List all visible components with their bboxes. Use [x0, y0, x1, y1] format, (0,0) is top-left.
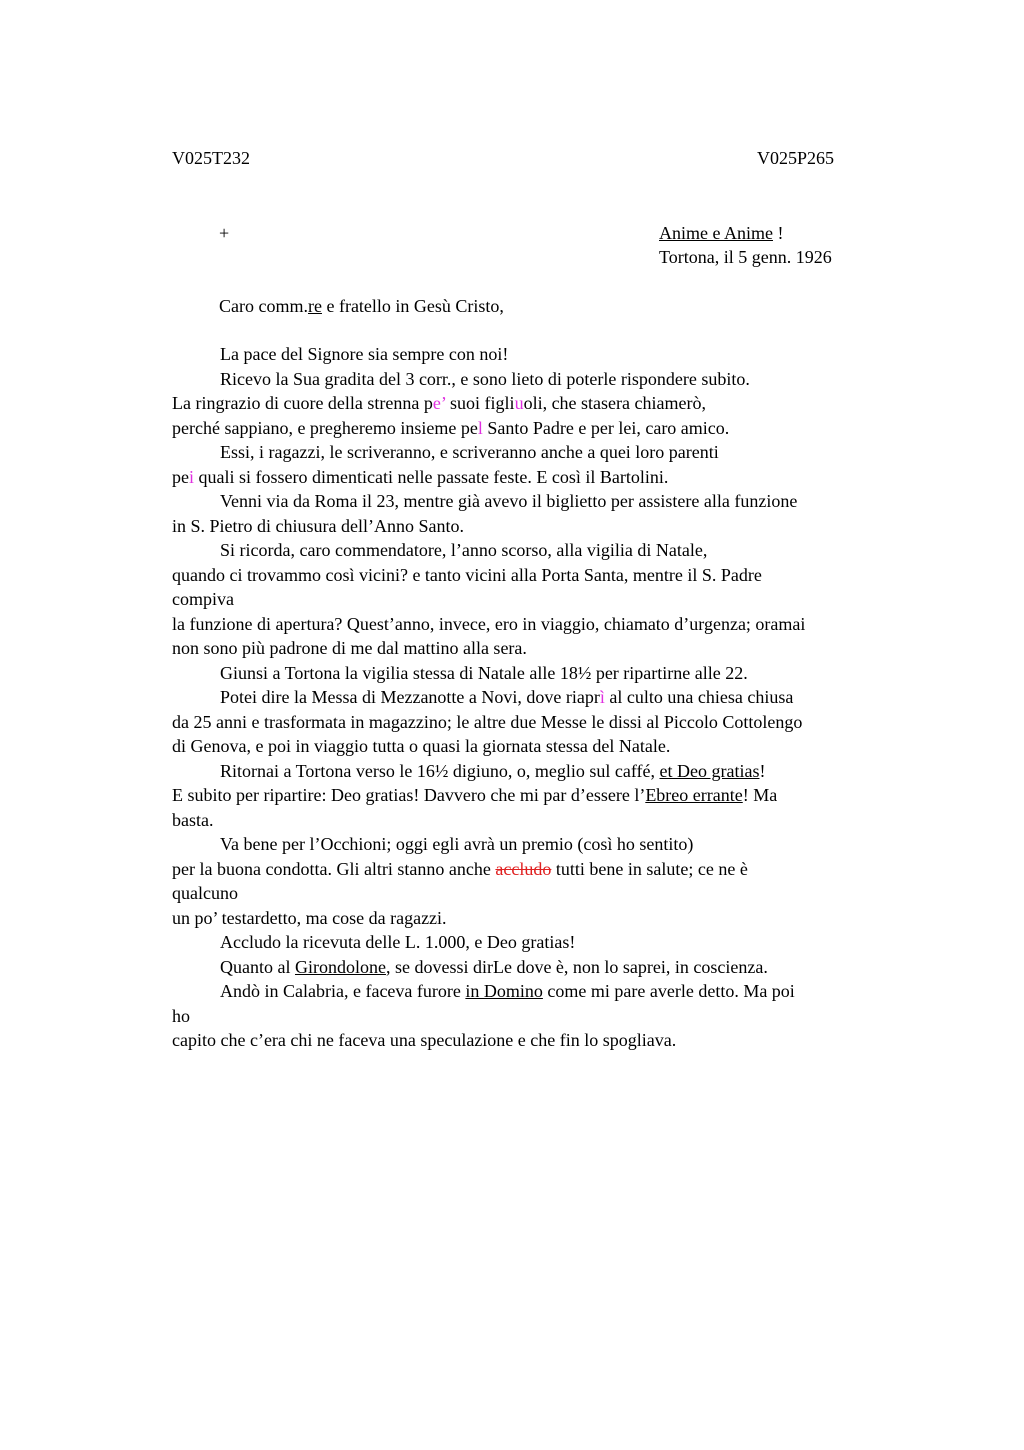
- document-code-right: V025P265: [757, 148, 835, 168]
- letter-heading-title: [659, 221, 783, 246]
- letter-line-segment: non sono più padrone di me dal mattino alla sera.: [172, 638, 527, 658]
- letter-line-segment: Essi, i ragazzi, le scriveranno, e scriveranno anche a quei loro parenti: [220, 442, 719, 462]
- letter-line: [172, 1028, 912, 1053]
- letter-line-segment: oli, che stasera chiamerò,: [523, 393, 706, 413]
- letter-line-segment: Venni via da Roma il 23, mentre già avevo il biglietto per assistere alla funzione: [220, 491, 798, 511]
- letter-line-segment: Ebreo errante: [645, 785, 743, 805]
- letter-line-segment: perché sappiano, e pregheremo insieme pe: [172, 417, 478, 438]
- letter-line-segment: un po’ testardetto, ma cose da ragazzi.: [172, 907, 447, 928]
- letter-line-segment: Girondolone: [294, 956, 386, 977]
- letter-line-segment: La pace del Signore sia sempre con noi!: [220, 344, 509, 364]
- letter-body: [172, 342, 912, 1053]
- letter-line-segment: ! Ma: [742, 785, 778, 805]
- letter-line-segment: Quanto al: [220, 956, 295, 977]
- letter-line: [172, 587, 912, 612]
- letter-line: [172, 489, 912, 514]
- salutation-pre: Caro comm.: [219, 296, 308, 316]
- letter-line-segment: La ringrazio di cuore della strenna p: [172, 393, 433, 413]
- letter-line-segment: suoi figli: [445, 393, 515, 413]
- letter-line-segment: di Genova, e poi in viaggio tutta o quasi la giornata stessa del Natale.: [172, 736, 671, 756]
- letter-line-segment: basta.: [172, 809, 214, 830]
- letter-line-segment: al culto una chiesa chiusa: [604, 687, 794, 707]
- letter-line: [172, 636, 912, 661]
- letter-line-segment: la funzione di apertura? Quest’anno, invece, ero in viaggio, chiamato d’urgenza; oramai: [172, 613, 806, 634]
- salutation-post: e fratello in Gesù Cristo,: [321, 296, 504, 316]
- letter-line: [172, 342, 912, 367]
- letter-line: [172, 955, 912, 980]
- salutation-abbrev: re: [307, 296, 322, 316]
- letter-line-segment: e’: [432, 393, 446, 413]
- letter-line: [172, 440, 912, 465]
- letter-line-segment: per la buona condotta. Gli altri stanno anche: [172, 858, 496, 879]
- letter-line-segment: Ritornai a Tortona verso le 16½ digiuno, o, meglio sul caffé,: [220, 760, 660, 781]
- letter-line: [172, 538, 912, 563]
- letter-line-segment: quali si fossero dimenticati nelle passate feste. E così il Bartolini.: [194, 466, 669, 487]
- letter-line: [172, 979, 912, 1004]
- letter-line-segment: in S. Pietro di chiusura dell’Anno Santo.: [172, 515, 464, 536]
- letter-line-segment: l: [477, 417, 483, 438]
- letter-line: [172, 416, 912, 441]
- heading-title-exclamation: !: [772, 223, 784, 243]
- letter-line-segment: pe: [172, 466, 189, 487]
- letter-line: [172, 759, 912, 784]
- letter-line: [172, 1004, 912, 1029]
- place-and-date: Tortona, il 5 genn. 1926: [659, 247, 832, 267]
- letter-line: [172, 514, 912, 539]
- letter-line-segment: ho: [172, 1005, 190, 1026]
- letter-line: [172, 832, 912, 857]
- letter-line: [172, 734, 912, 759]
- letter-line-segment: tutti bene in salute; ce ne è: [551, 858, 748, 879]
- letter-line-segment: accludo: [495, 858, 552, 879]
- letter-line-segment: capito che c’era chi ne faceva una speculazione e che fin lo spogliava.: [172, 1030, 677, 1050]
- letter-line-segment: qualcuno: [172, 883, 238, 903]
- letter-line: [172, 881, 912, 906]
- letter-line-segment: compiva: [172, 589, 234, 609]
- letter-line-segment: quando ci trovammo così vicini? e tanto vicini alla Porta Santa, mentre il S. Padre: [172, 564, 762, 585]
- letter-line: [172, 783, 912, 808]
- letter-line: [172, 367, 912, 392]
- letter-line-segment: Santo Padre e per lei, caro amico.: [482, 417, 730, 438]
- cross-symbol: +: [219, 223, 230, 243]
- letter-line: [172, 661, 912, 686]
- letter-line: [172, 710, 912, 735]
- letter-line-segment: , se dovessi dirLe dove è, non lo saprei, in coscienza.: [385, 956, 768, 977]
- letter-line-segment: Accludo la ricevuta delle L. 1.000, e Deo gratias!: [220, 932, 576, 952]
- letter-line: [172, 906, 912, 931]
- letter-line: [172, 808, 912, 833]
- letter-line-segment: Giunsi a Tortona la vigilia stessa di Natale alle 18½ per ripartirne alle 22.: [220, 662, 748, 683]
- letter-line: [172, 685, 912, 710]
- document-code-left: V025T232: [172, 148, 250, 168]
- letter-line: [172, 857, 912, 882]
- letter-line-segment: E subito per ripartire: Deo gratias! Davvero che mi par d’essere l’: [172, 785, 646, 805]
- letter-line: [172, 391, 912, 416]
- letter-line-segment: come mi pare averle detto. Ma poi: [542, 981, 795, 1001]
- letter-line-segment: !: [759, 760, 766, 781]
- letter-line-segment: ì: [599, 687, 605, 707]
- letter-line-segment: et Deo gratias: [659, 760, 760, 781]
- letter-line-segment: Ricevo la Sua gradita del 3 corr., e sono lieto di poterle rispondere subito.: [220, 368, 750, 389]
- letter-line-segment: Potei dire la Messa di Mezzanotte a Novi, dove riapr: [220, 687, 600, 707]
- salutation: [219, 294, 504, 319]
- letter-line-segment: u: [514, 393, 524, 413]
- letter-line-segment: in Domino: [465, 981, 543, 1001]
- letter-line: [172, 930, 912, 955]
- letter-line: [172, 563, 912, 588]
- letter-line-segment: i: [189, 466, 195, 487]
- letter-line: [172, 465, 912, 490]
- letter-line-segment: Andò in Calabria, e faceva furore: [220, 981, 466, 1001]
- letter-line-segment: Va bene per l’Occhioni; oggi egli avrà un premio (così ho sentito): [220, 834, 694, 854]
- letter-line: [172, 612, 912, 637]
- letter-line-segment: da 25 anni e trasformata in magazzino; le altre due Messe le dissi al Piccolo Cottolengo: [172, 711, 803, 732]
- heading-title-text: Anime e Anime: [659, 223, 773, 243]
- letter-line-segment: Si ricorda, caro commendatore, l’anno scorso, alla vigilia di Natale,: [220, 540, 708, 560]
